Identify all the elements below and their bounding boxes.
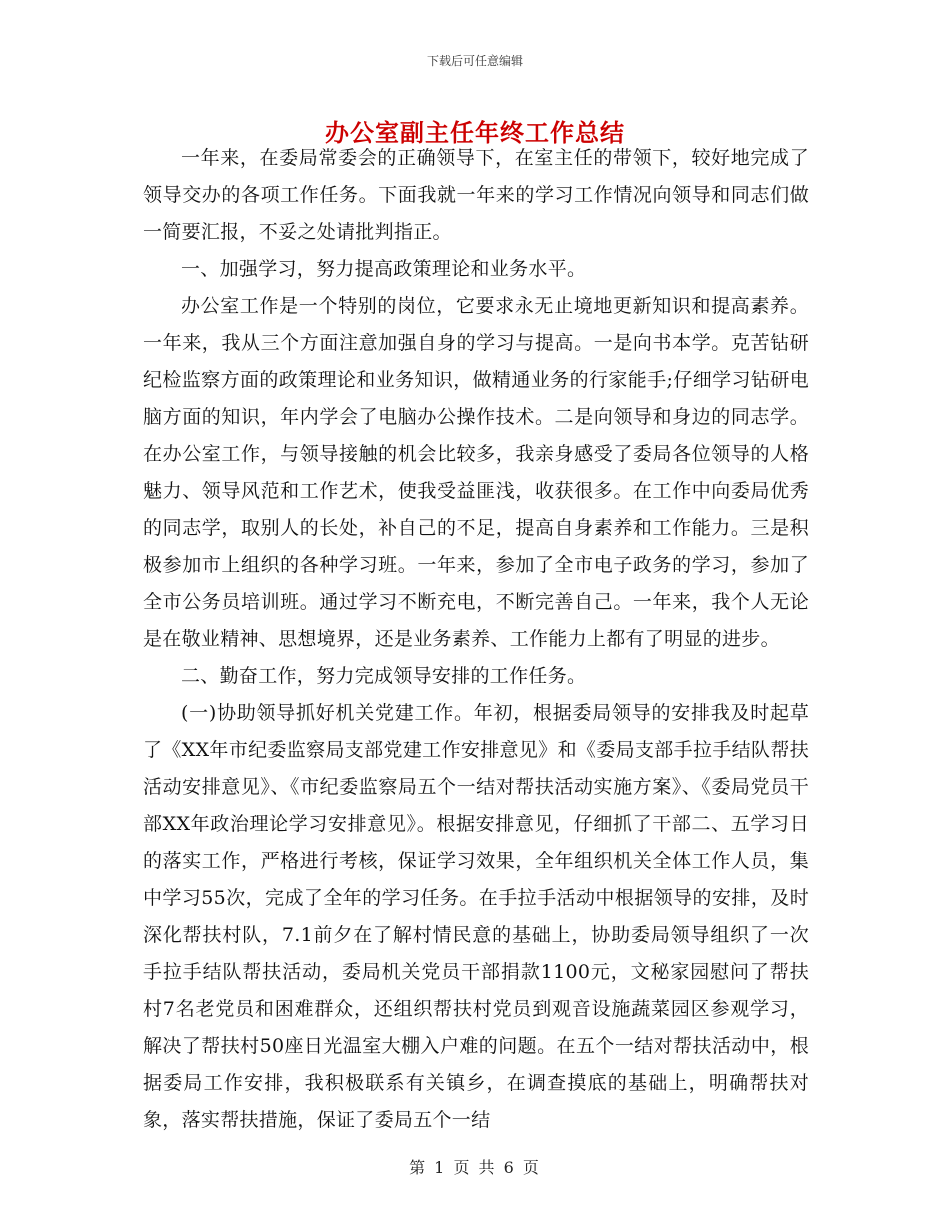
section-heading-1: 一、加强学习，努力提高政策理论和业务水平。 bbox=[181, 258, 587, 280]
paragraph-study: 办公室工作是一个特别的岗位，它要求永无止境地更新知识和提高素养。一年来，我从三个方面注意加强自身的学习与提高。一是向书本学。克苦钻研纪检监察方面的政策理论和业务知识，做精通业务的行家能手;仔细学习钻研电脑方面的知识，年内学会了电脑办公操作技术。二是向领导和身边的同志学。在办公室工作，与领导接触的机会比较多，我亲身感受了委局各位领导的人格魅力、领导风范和工作艺术，使我受益匪浅，收获很多。在工作中向委局优秀的同志学，取别人的长处，补自己的不足，提高自身素养和工作能力。三是积极参加市上组织的各种学习班。一年来，参加了全市电子政务的学习，参加了全市公务员培训班。通过学习不断充电，不断完善自己。一年来，我个人无论是在敬业精神、思想境界，还是业务素养、工作能力上都有了明显的进步。 bbox=[143, 295, 809, 650]
page-number-footer: 第 1 页 共 6 页 bbox=[409, 1158, 541, 1177]
document-body bbox=[143, 140, 809, 1139]
header-note: 下载后可任意编辑 bbox=[426, 54, 523, 68]
section-heading-2: 二、勤奋工作，努力完成领导安排的工作任务。 bbox=[181, 665, 587, 687]
paragraph-intro: 一年来，在委局常委会的正确领导下，在室主任的带领下，较好地完成了领导交办的各项工作任务。下面我就一年来的学习工作情况向领导和同志们做一简要汇报，不妥之处请批判指正。 bbox=[143, 147, 809, 243]
document-title: 办公室副主任年终工作总结 bbox=[325, 118, 625, 147]
paragraph-party-building: (一)协助领导抓好机关党建工作。年初，根据委局领导的安排我及时起草了《XX年市纪委监察局支部党建工作安排意见》和《委局支部手拉手结队帮扶活动安排意见》、《市纪委监察局五个一结对帮扶活动实施方案》、《委局党员干部XX年政治理论学习安排意见》。根据安排意见，仔细抓了干部二、五学习日的落实工作，严格进行考核，保证学习效果，全年组织机关全体工作人员，集中学习55次，完成了全年的学习任务。在手拉手活动中根据领导的安排，及时深化帮扶村队，7.1前夕在了解村情民意的基础上，协助委局领导组织了一次手拉手结队帮扶活动，委局机关党员干部捐款1100元，文秘家园慰问了帮扶村7名老党员和困难群众，还组织帮扶村党员到观音设施蔬菜园区参观学习，解决了帮扶村50座日光温室大棚入户难的问题。在五个一结对帮扶活动中，根据委局工作安排，我积极联系有关镇乡，在调查摸底的基础上，明确帮扶对象，落实帮扶措施，保证了委局五个一结 bbox=[143, 702, 809, 1131]
